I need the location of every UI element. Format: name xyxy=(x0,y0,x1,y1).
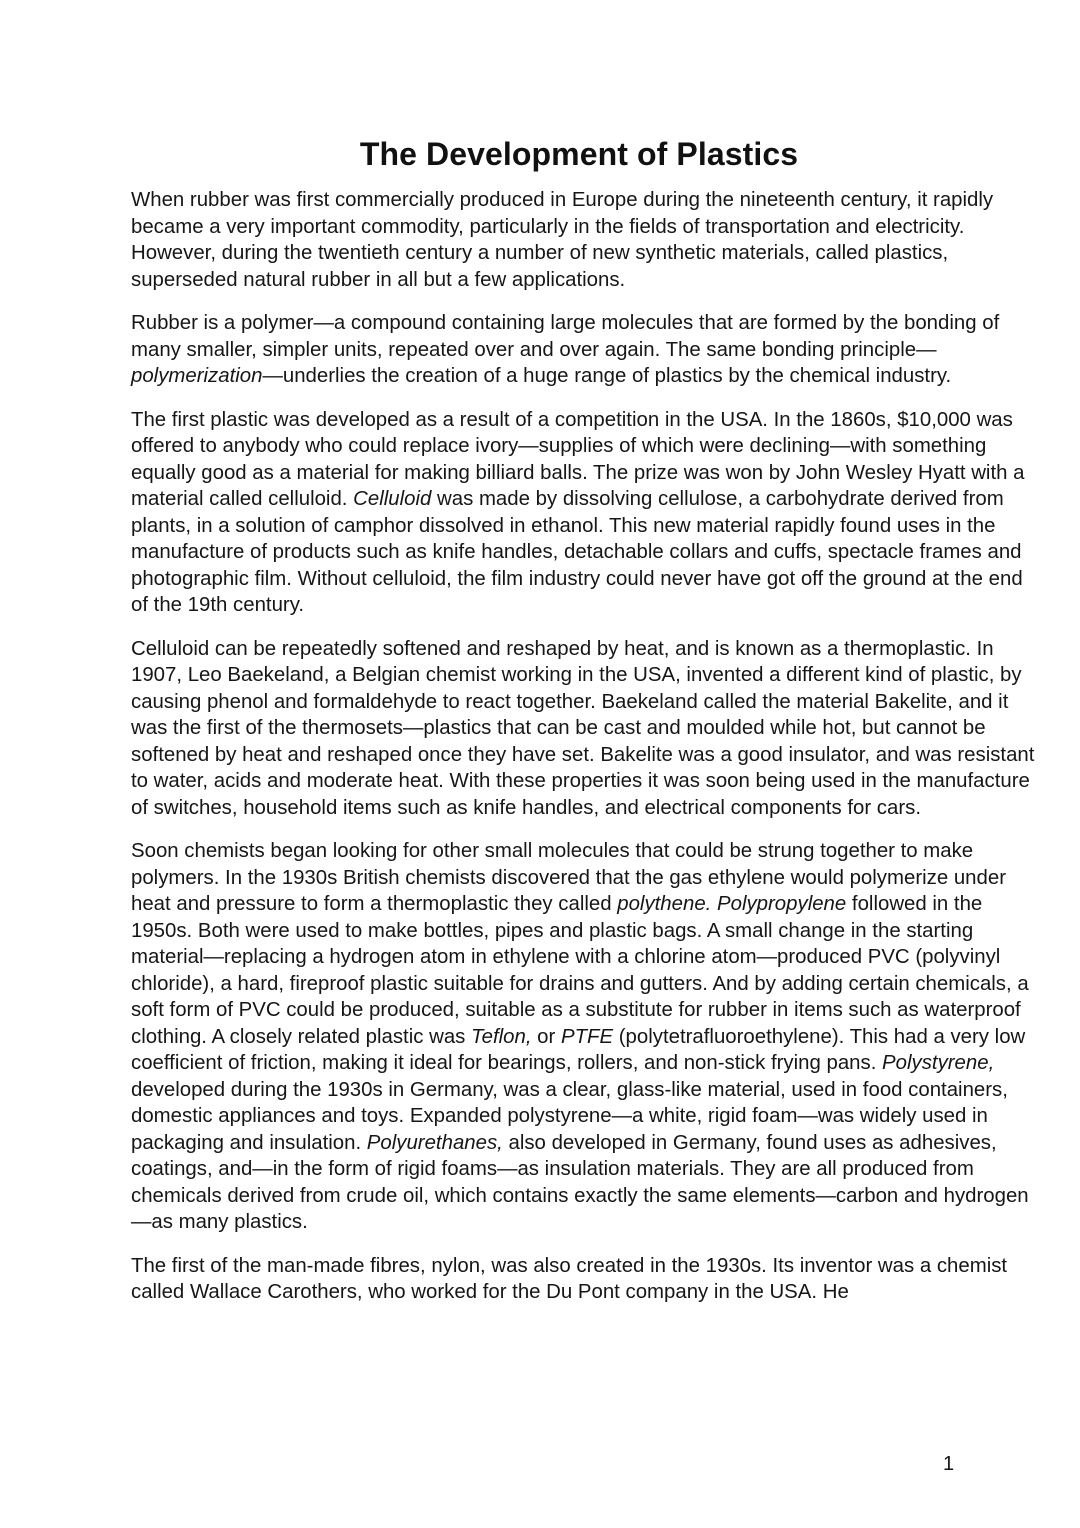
text-run: was made by dissolving cellulose, a carbohydrate derived from plants, in a solution of camphor dissolved in ethanol. This new material rapidly found uses in the manufacture of products such as knife handles, detachable collars and cuffs, spectacle frames and photographic film. Without celluloid, the film industry could never have got off the ground at the end of the 19th century. xyxy=(131,488,1023,616)
paragraph-3 xyxy=(131,407,1036,619)
text-run: The first plastic was developed as a result of a competition in the USA. In the 1860s, $10,000 was offered to anybody who could replace ivory—supplies of which were declining—with something equally good as a material for making billiard balls. The prize was won by John Wesley Hyatt with a material called celluloid. xyxy=(131,408,1025,510)
text-run: developed during the 1930s in Germany, was a clear, glass-like material, used in food containers, domestic appliances and toys. Expanded polystyrene—a white, rigid foam—was widely used in packaging and insulation. xyxy=(131,1078,1008,1154)
text-run: also developed in Germany, found uses as adhesives, coatings, and—in the form of rigid foams—as insulation materials. They are all produced from chemicals derived from crude oil, which contains exactly the same elements—carbon and hydrogen—as many plastics. xyxy=(131,1131,1029,1233)
italic-term: PTFE xyxy=(560,1025,614,1048)
italic-term: Polystyrene, xyxy=(882,1052,995,1074)
paragraph-5 xyxy=(131,838,1036,1236)
italic-term: Polypropylene xyxy=(717,893,847,915)
body-text xyxy=(131,187,1036,1323)
page-number: 1 xyxy=(943,1453,955,1475)
text-run: When rubber was first commercially produced in Europe during the nineteenth century, it rapidly became a very important commodity, particularly in the fields of transportation and electricity. However, during the twentieth century a number of new synthetic materials, called plastics, superseded natural rubber in all but a few applications. xyxy=(131,189,994,291)
text-run: or xyxy=(531,1025,561,1048)
paragraph-4 xyxy=(131,636,1036,822)
text-run: Celluloid can be repeatedly softened and reshaped by heat, and is known as a thermoplastic. In 1907, Leo Baekeland, a Belgian chemist working in the USA, invented a different kind of plastic, by causing phenol and formaldehyde to react together. Baekeland called the material Bakelite, and it was the first of the thermosets—plastics that can be cast and moulded while hot, but cannot be softened by heat and reshaped once they have set. Bakelite was a good insulator, and was resistant to water, acids and moderate heat. With these properties it was soon being used in the manufacture of switches, household items such as knife handles, and electrical components for cars. xyxy=(131,637,1035,819)
text-run: Rubber is a polymer—a compound containing large molecules that are formed by the bonding of many smaller, simpler units, repeated over and over again. The same bonding principle— xyxy=(131,312,1000,361)
page-title: The Development of Plastics xyxy=(359,136,799,172)
italic-term: polythene. xyxy=(617,893,712,915)
italic-term: Teflon, xyxy=(471,1025,532,1048)
italic-term: Celluloid xyxy=(353,488,432,510)
text-run: followed in the 1950s. Both were used to make bottles, pipes and plastic bags. A small change in the starting material—replacing a hydrogen atom in ethylene with a chlorine atom—produced PVC (polyvinyl chloride), a hard, fireproof plastic suitable for drains and gutters. And by adding certain chemicals, a soft form of PVC could be produced, suitable as a substitute for rubber in items such as waterproof clothing. A closely related plastic was xyxy=(131,893,1029,1048)
text-run: (polytetrafluoroethylene). This had a very low coefficient of friction, making it ideal for bearings, rollers, and non-stick frying pans. xyxy=(131,1025,1026,1074)
paragraph-6 xyxy=(131,1253,1036,1306)
text-run: —underlies the creation of a huge range of plastics by the chemical industry. xyxy=(262,365,952,387)
paragraph-2 xyxy=(131,310,1036,390)
italic-term: polymerization xyxy=(131,365,263,387)
italic-term: Polyurethanes, xyxy=(366,1131,503,1154)
text-run: The first of the man-made fibres, nylon, was also created in the 1930s. Its inventor was a chemist called Wallace Carothers, who worked for the Du Pont company in the USA. He xyxy=(131,1254,1008,1303)
text-run: Soon chemists began looking for other small molecules that could be strung together to make polymers. In the 1930s British chemists discovered that the gas ethylene would polymerize under heat and pressure to form a thermoplastic they called xyxy=(131,840,1006,915)
paragraph-1 xyxy=(131,187,1036,293)
